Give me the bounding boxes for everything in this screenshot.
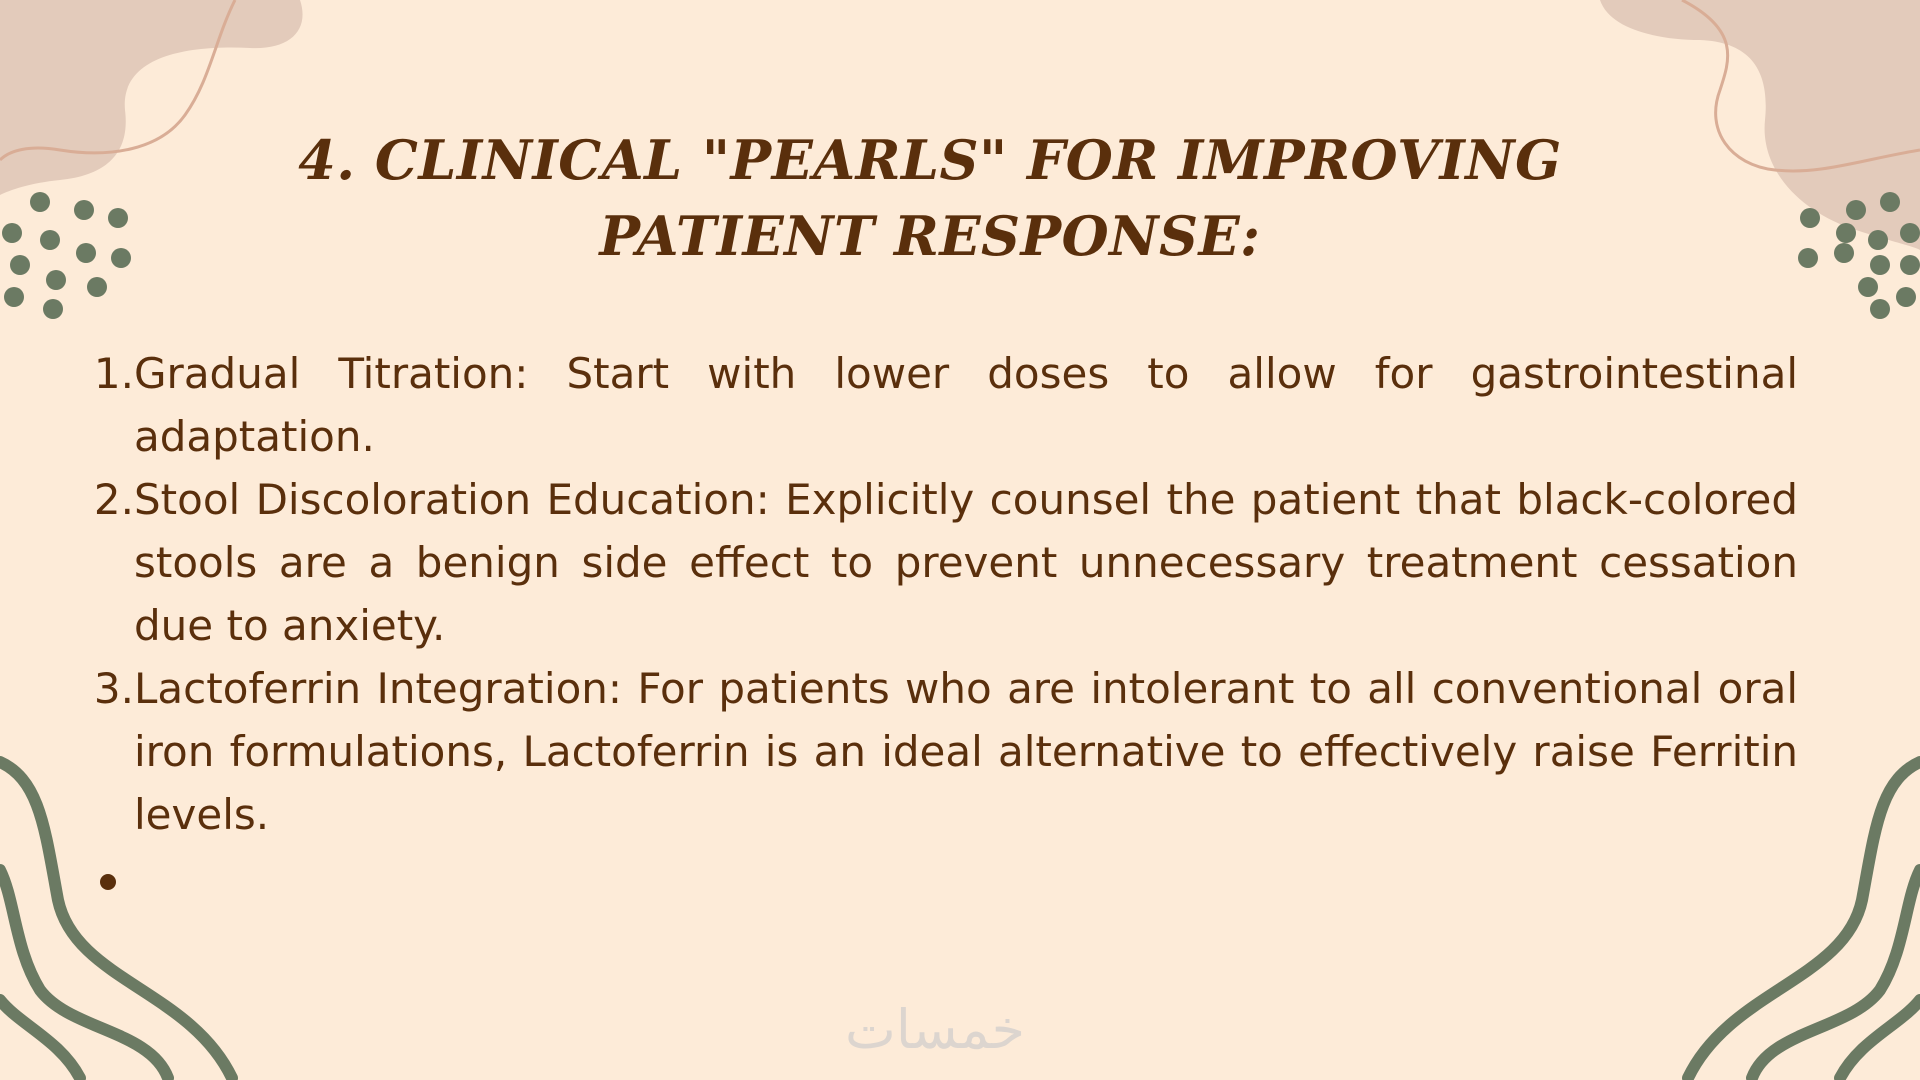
list-item xyxy=(88,342,1798,468)
watermark-logo: خمسات xyxy=(845,998,1026,1061)
list-item-text: Lactoferrin Integration: For patients who are intolerant to all conventional oral iron formulations, Lactoferrin is an ideal alternative to effectively raise Ferritin levels. xyxy=(134,664,1798,839)
slide-title-line-2: PATIENT RESPONSE: xyxy=(599,204,1261,268)
bullet-dot-icon xyxy=(100,874,116,890)
pearls-list xyxy=(88,342,1798,909)
list-item-number: 1. xyxy=(93,349,134,398)
slide-title-line-1: 4. CLINICAL "PEARLS" FOR IMPROVING xyxy=(298,128,1562,192)
list-item xyxy=(88,468,1798,657)
list-item-number: 3. xyxy=(93,664,134,713)
list-item-number: 2. xyxy=(93,475,134,524)
slide-title xyxy=(0,122,1860,274)
list-item xyxy=(88,657,1798,846)
empty-bullet-item xyxy=(88,846,1798,909)
list-item-text: Stool Discoloration Education: Explicitly counsel the patient that black-colored stools are a benign side effect to prevent unnecessary treatment cessation due to anxiety. xyxy=(134,475,1798,650)
list-item-text: Gradual Titration: Start with lower doses to allow for gastrointestinal adaptation. xyxy=(134,349,1798,461)
